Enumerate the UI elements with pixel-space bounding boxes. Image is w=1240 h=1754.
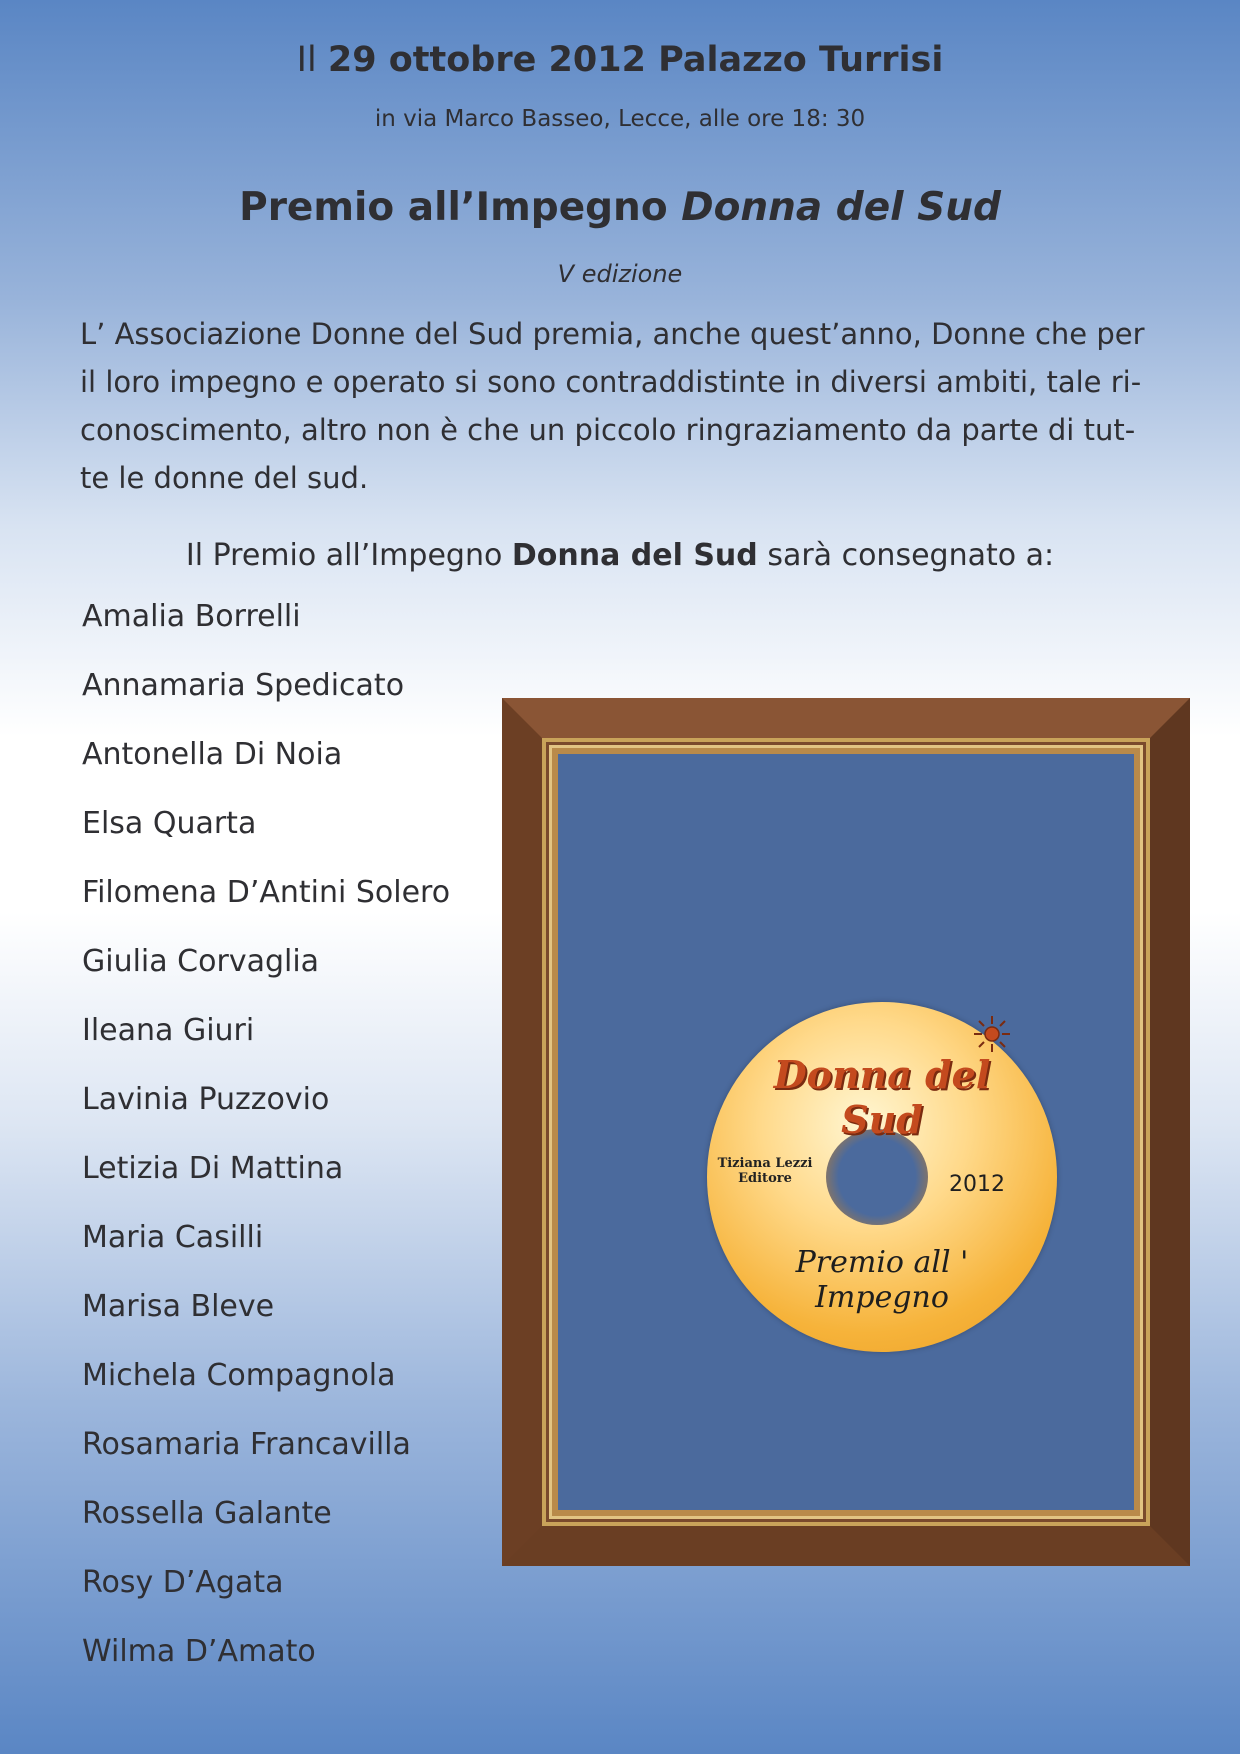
title-main: Premio all’Impegno xyxy=(239,185,668,230)
disc-publisher xyxy=(707,1156,823,1186)
award-text-bold: Donna del Sud xyxy=(511,538,758,573)
recipient-item: Marisa Bleve xyxy=(82,1289,275,1324)
recipient-item: Antonella Di Noia xyxy=(82,737,343,772)
address-time: in via Marco Basseo, Lecce, alle ore 18: 30 xyxy=(374,106,866,132)
frame-mat xyxy=(558,754,1134,1510)
date-prefix: Il xyxy=(296,40,317,80)
award-text-after: sarà consegnato a: xyxy=(767,538,1055,573)
award-announcement xyxy=(0,538,1240,573)
title-emphasis: Donna del Sud xyxy=(681,185,1001,230)
award-disc xyxy=(707,1002,1057,1352)
page-title xyxy=(0,185,1240,230)
recipient-item: Filomena D’Antini Solero xyxy=(82,875,451,910)
recipient-item: Annamaria Spedicato xyxy=(82,668,405,703)
disc-title: Donna del Sud xyxy=(773,1052,991,1142)
intro-line: L’ Associazione Donne del Sud premia, anche quest’anno, Donne che per xyxy=(80,317,1145,351)
sun-icon xyxy=(972,1014,1012,1054)
recipient-item: Giulia Corvaglia xyxy=(82,944,320,979)
disc-year: 2012 xyxy=(949,1172,1005,1197)
event-date-venue xyxy=(0,40,1240,80)
award-picture-frame xyxy=(502,698,1190,1566)
recipient-item: Letizia Di Mattina xyxy=(82,1151,344,1186)
intro-paragraph xyxy=(80,310,1160,502)
recipient-item: Rossella Galante xyxy=(82,1496,332,1531)
recipient-item: Rosamaria Francavilla xyxy=(82,1427,411,1462)
edition-label: V edizione xyxy=(557,260,683,288)
recipient-item: Elsa Quarta xyxy=(82,806,257,841)
intro-line: te le donne del sud. xyxy=(80,461,369,495)
disc-hole xyxy=(826,1129,928,1225)
date-and-venue: 29 ottobre 2012 Palazzo Turrisi xyxy=(327,40,944,80)
publisher-role: Editore xyxy=(738,1171,792,1186)
recipient-item: Wilma D’Amato xyxy=(82,1634,316,1669)
disc-subtitle: Premio all ' Impegno xyxy=(795,1245,969,1315)
publisher-name: Tiziana Lezzi xyxy=(717,1156,813,1171)
intro-line: conoscimento, altro non è che un piccolo ringraziamento da parte di tut- xyxy=(80,413,1136,447)
recipient-item: Maria Casilli xyxy=(82,1220,264,1255)
award-text-before: Il Premio all’Impegno xyxy=(185,538,503,573)
recipient-item: Ileana Giuri xyxy=(82,1013,255,1048)
recipient-item: Lavinia Puzzovio xyxy=(82,1082,330,1117)
recipient-item: Amalia Borrelli xyxy=(82,599,301,634)
intro-line: il loro impegno e operato si sono contraddistinte in diversi ambiti, tale ri- xyxy=(80,365,1142,399)
recipient-list xyxy=(82,596,450,1700)
recipient-item: Rosy D’Agata xyxy=(82,1565,284,1600)
recipient-item: Michela Compagnola xyxy=(82,1358,396,1393)
